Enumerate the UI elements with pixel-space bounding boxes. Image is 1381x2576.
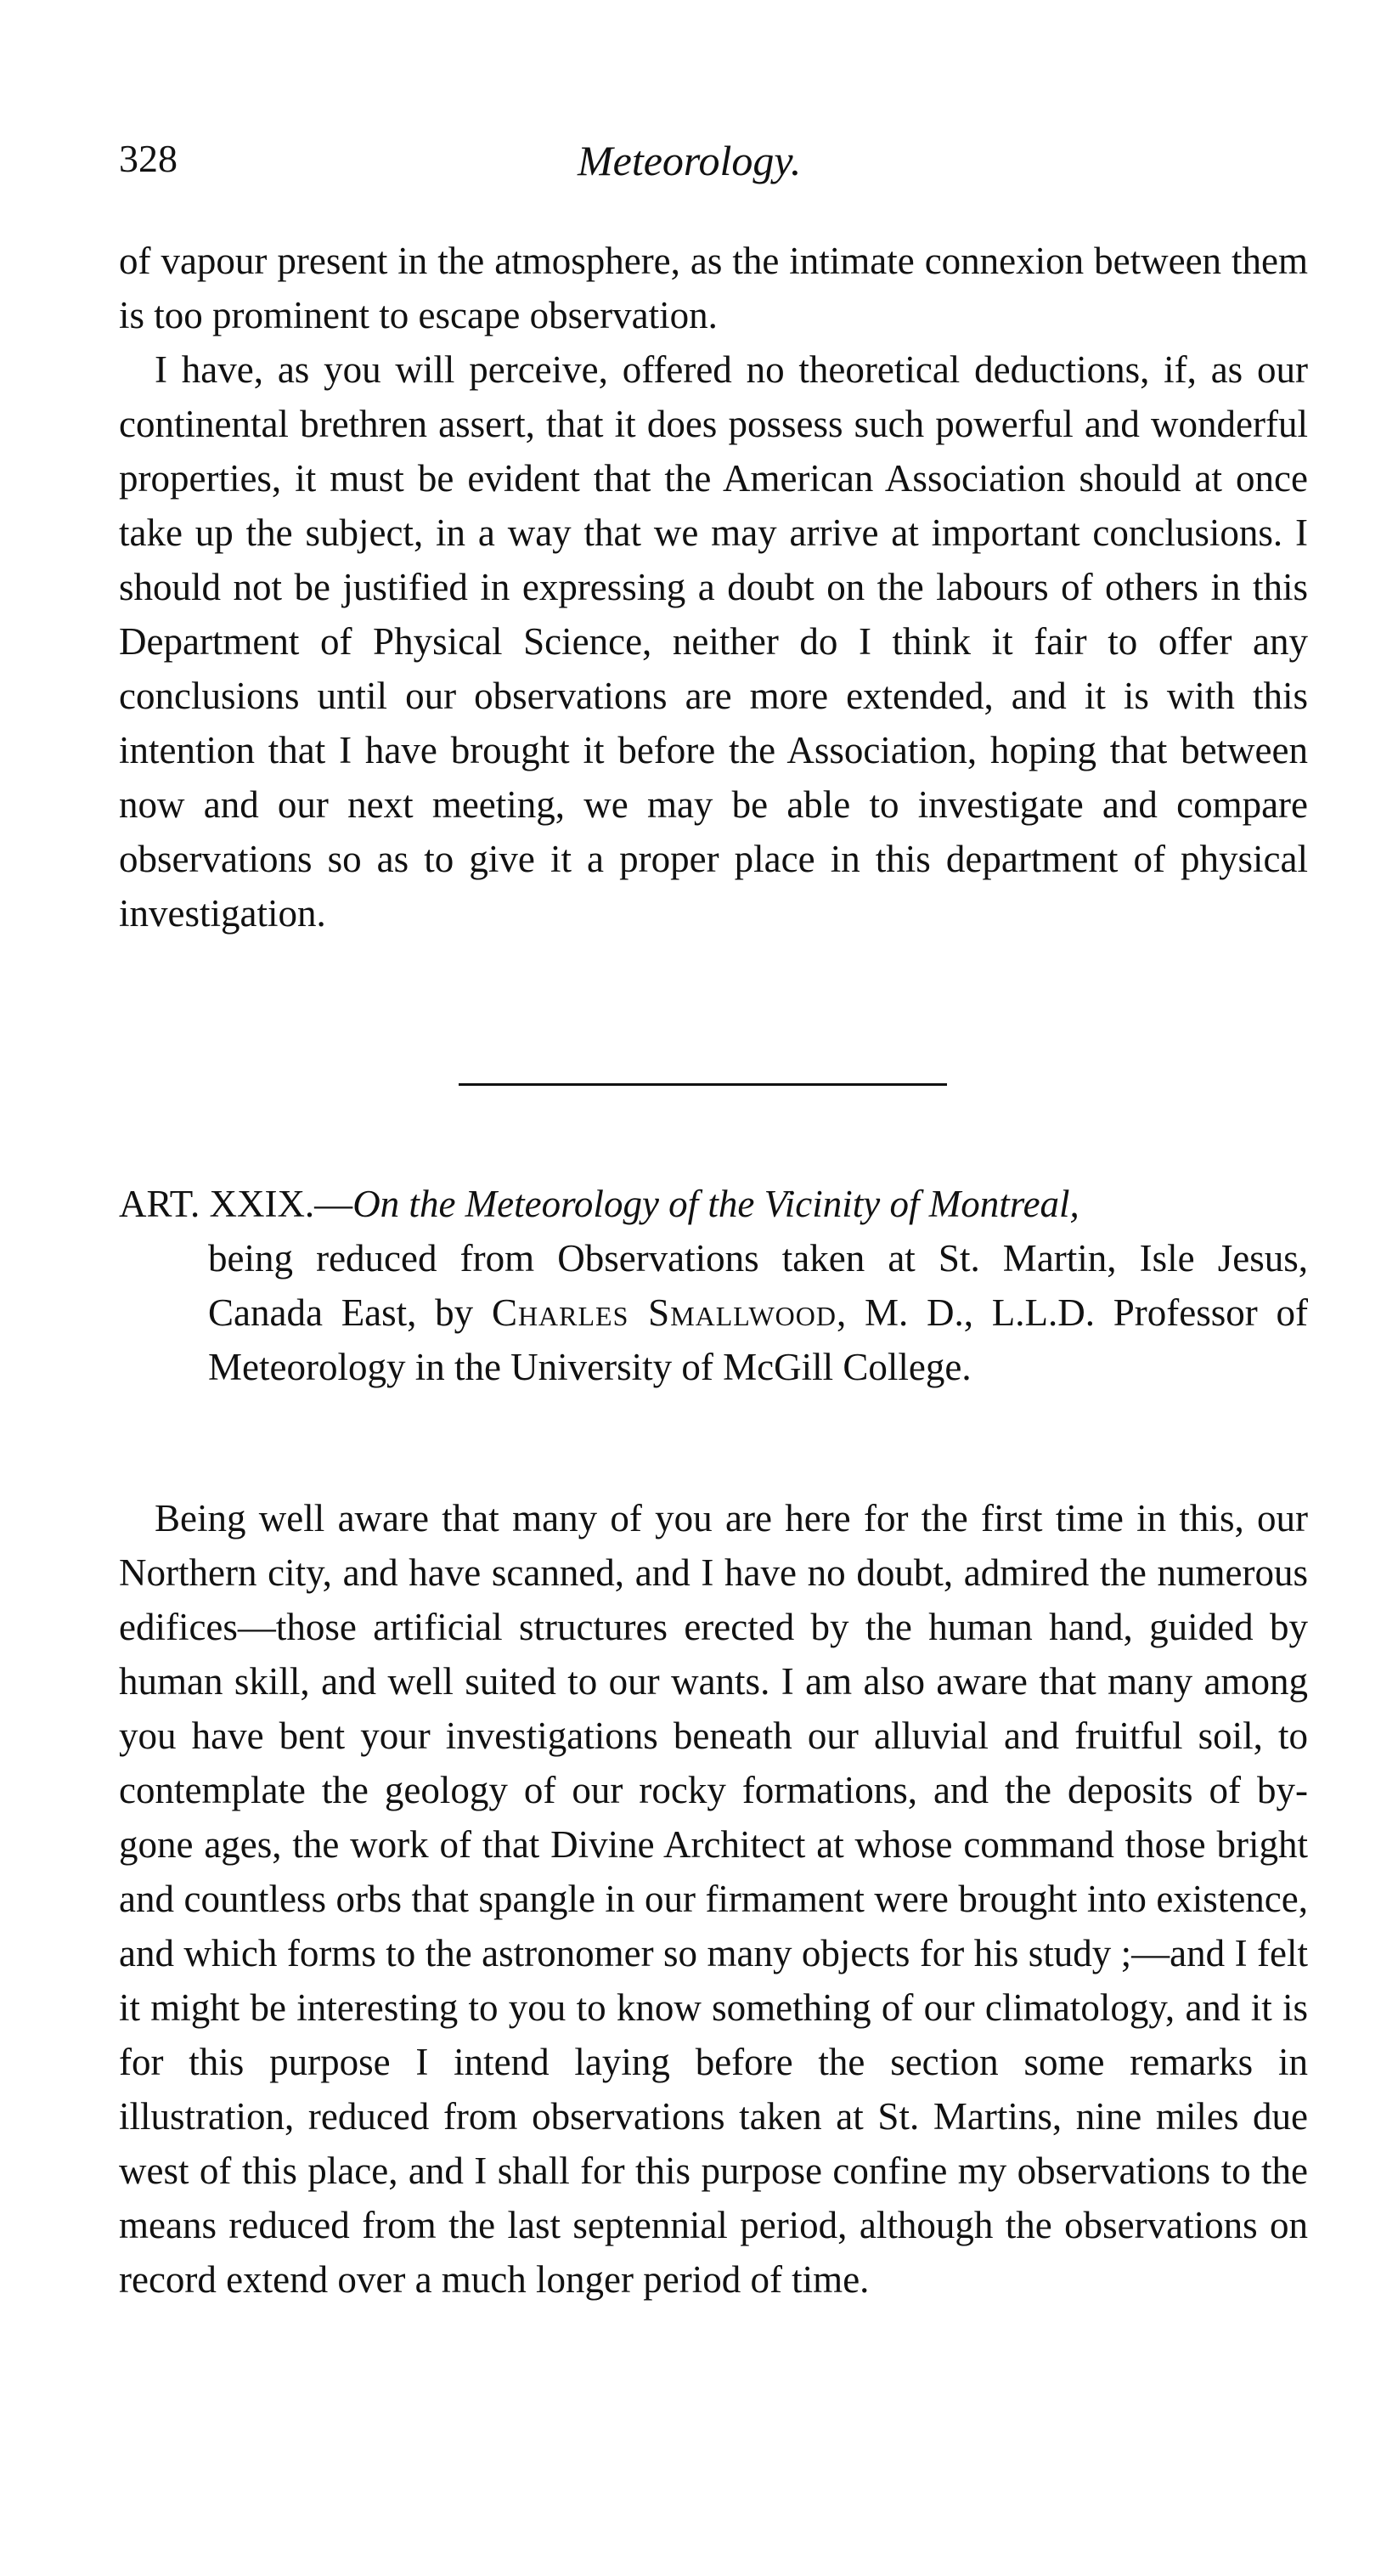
running-head (119, 136, 1308, 195)
article-author-credentials: , M. D., L.L.D. Professor of Meteorology in the University of McGill College. (208, 1291, 1308, 1388)
running-title: Meteorology. (578, 137, 802, 184)
article-author: Charles Smallwood (491, 1291, 837, 1334)
text-block-top (119, 234, 1308, 941)
continuation-paragraph: of vapour present in the atmosphere, as the intimate connexion between them is too prominent to escape observation. (119, 240, 1308, 336)
article-label: ART. XXIX.— (119, 1183, 353, 1225)
article-heading (119, 1177, 1308, 1394)
text-block-bottom (119, 1491, 1308, 2307)
paragraph-theoretical-deductions: I have, as you will perceive, offered no theoretical deductions, if, as our continental brethren assert, that it does possess such powerful and wonderful properties, it must be evident that the American Association should at once take up the subject, in a way that we may arrive at important conclusions. I should not be justified in expressing a doubt on the labours of others in this Department of Physical Science, neither do I think it fair to offer any conclusions until our observations are more extended, and it is with this intention that I have brought it before the Association, hoping that between now and our next meeting, we may be able to investigate and compare observations so as to give it a proper place in this department of physical investigation. (119, 348, 1308, 935)
article-heading-first-line (119, 1177, 1308, 1231)
article-subtitle (119, 1231, 1308, 1394)
section-divider-rule (459, 1083, 947, 1086)
article-title: On the Meteorology of the Vicinity of Montreal, (352, 1183, 1079, 1225)
article-subtitle-text: being reduced from Observations taken at St. Martin, Isle Jesus, Canada East, by (208, 1237, 1308, 1334)
page-number: 328 (119, 137, 178, 180)
paragraph-northern-city: Being well aware that many of you are here for the first time in this, our Northern city, and have scanned, and I have no doubt, admired the numerous edifices—those artificial structures erected by the human hand, guided by human skill, and well suited to our wants. I am also aware that many among you have bent your investigations beneath our alluvial and fruitful soil, to contemplate the geology of our rocky formations, and the deposits of by-gone ages, the work of that Divine Architect at whose command those bright and countless orbs that spangle in our firmament were brought into existence, and which forms to the astronomer so many objects for his study ;—and I felt it might be interesting to you to know something of our climatology, and it is for this purpose I intend laying before the section some remarks in illustration, reduced from observations taken at St. Martins, nine miles due west of this place, and I shall for this purpose confine my observations to the means reduced from the last septennial period, although the observations on record extend over a much longer period of time. (119, 1497, 1308, 2301)
